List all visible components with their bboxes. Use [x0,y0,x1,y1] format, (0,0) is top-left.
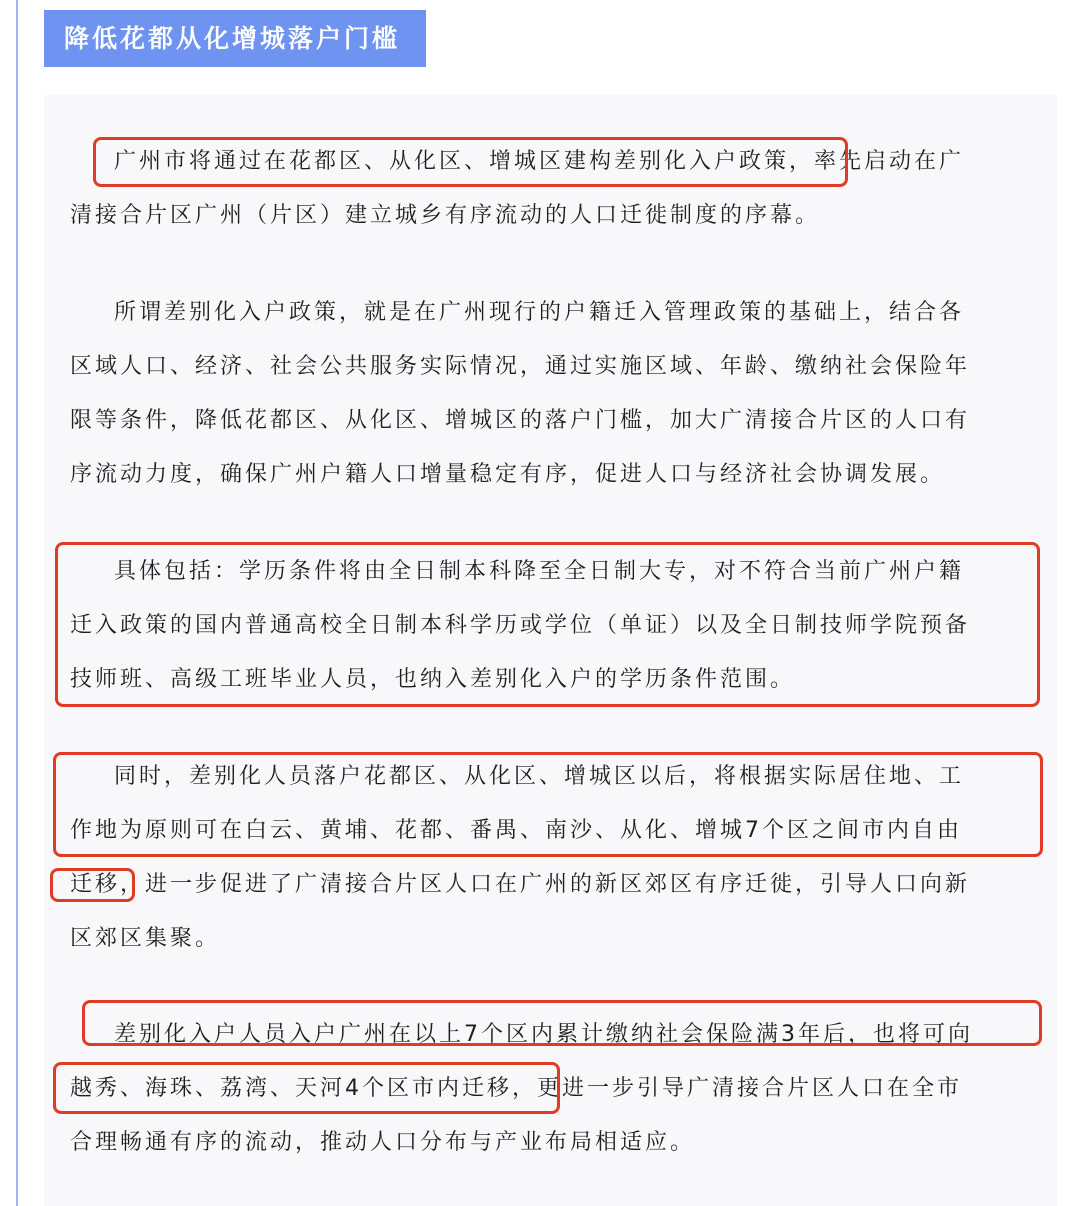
paragraph-line: 具体包括：学历条件将由全日制本科降至全日制大专，对不符合当前广州户籍 [114,559,965,584]
paragraph-line: 合理畅通有序的流动，推动人口分布与产业布局相适应。 [70,1130,696,1155]
paragraph-line: 区郊区集聚。 [70,926,221,951]
highlight-box [82,1000,1042,1046]
paragraph-line: 清接合片区广州（片区）建立城乡有序流动的人口迁徙制度的序幕。 [70,203,821,228]
highlight-box [93,137,848,187]
left-border-rule [16,0,18,1206]
paragraph-line: 差别化入户人员入户广州在以上7个区内累计缴纳社会保险满3年后，也将可向 [114,1022,973,1047]
paragraph-line: 所谓差别化入户政策，就是在广州现行的户籍迁入管理政策的基础上，结合各 [114,300,965,325]
paragraph-line: 同时，差别化人员落户花都区、从化区、增城区以后，将根据实际居住地、工 [114,764,965,789]
paragraph-line: 区域人口、经济、社会公共服务实际情况，通过实施区域、年龄、缴纳社会保险年 [70,354,971,379]
paragraph-line: 越秀、海珠、荔湾、天河4个区市内迁移，更进一步引导广清接合片区人口在全市 [70,1076,962,1101]
paragraph-line: 作地为原则可在白云、黄埔、花都、番禺、南沙、从化、增城7个区之间市内自由 [70,818,962,843]
paragraph-line: 限等条件，降低花都区、从化区、增城区的落户门槛，加大广清接合片区的人口有 [70,408,971,433]
highlight-box [50,868,135,902]
highlight-box [55,542,1040,707]
highlight-box [53,1062,560,1114]
paragraph-line: 序流动力度，确保广州户籍人口增量稳定有序，促进人口与经济社会协调发展。 [70,462,946,487]
paragraph-line: 迁入政策的国内普通高校全日制本科学历或学位（单证）以及全日制技师学院预备 [70,613,971,638]
paragraph-line: 迁移，进一步促进了广清接合片区人口在广州的新区郊区有序迁徙，引导人口向新 [70,872,971,897]
paragraph-line: 技师班、高级工班毕业人员，也纳入差别化入户的学历条件范围。 [70,667,796,692]
section-title-bar [44,10,426,67]
paragraph-line: 广州市将通过在花都区、从化区、增城区建构差别化入户政策，率先启动在广 [114,149,965,174]
section-title: 降低花都从化增城落户门槛 [64,24,401,53]
highlight-box [53,752,1043,857]
